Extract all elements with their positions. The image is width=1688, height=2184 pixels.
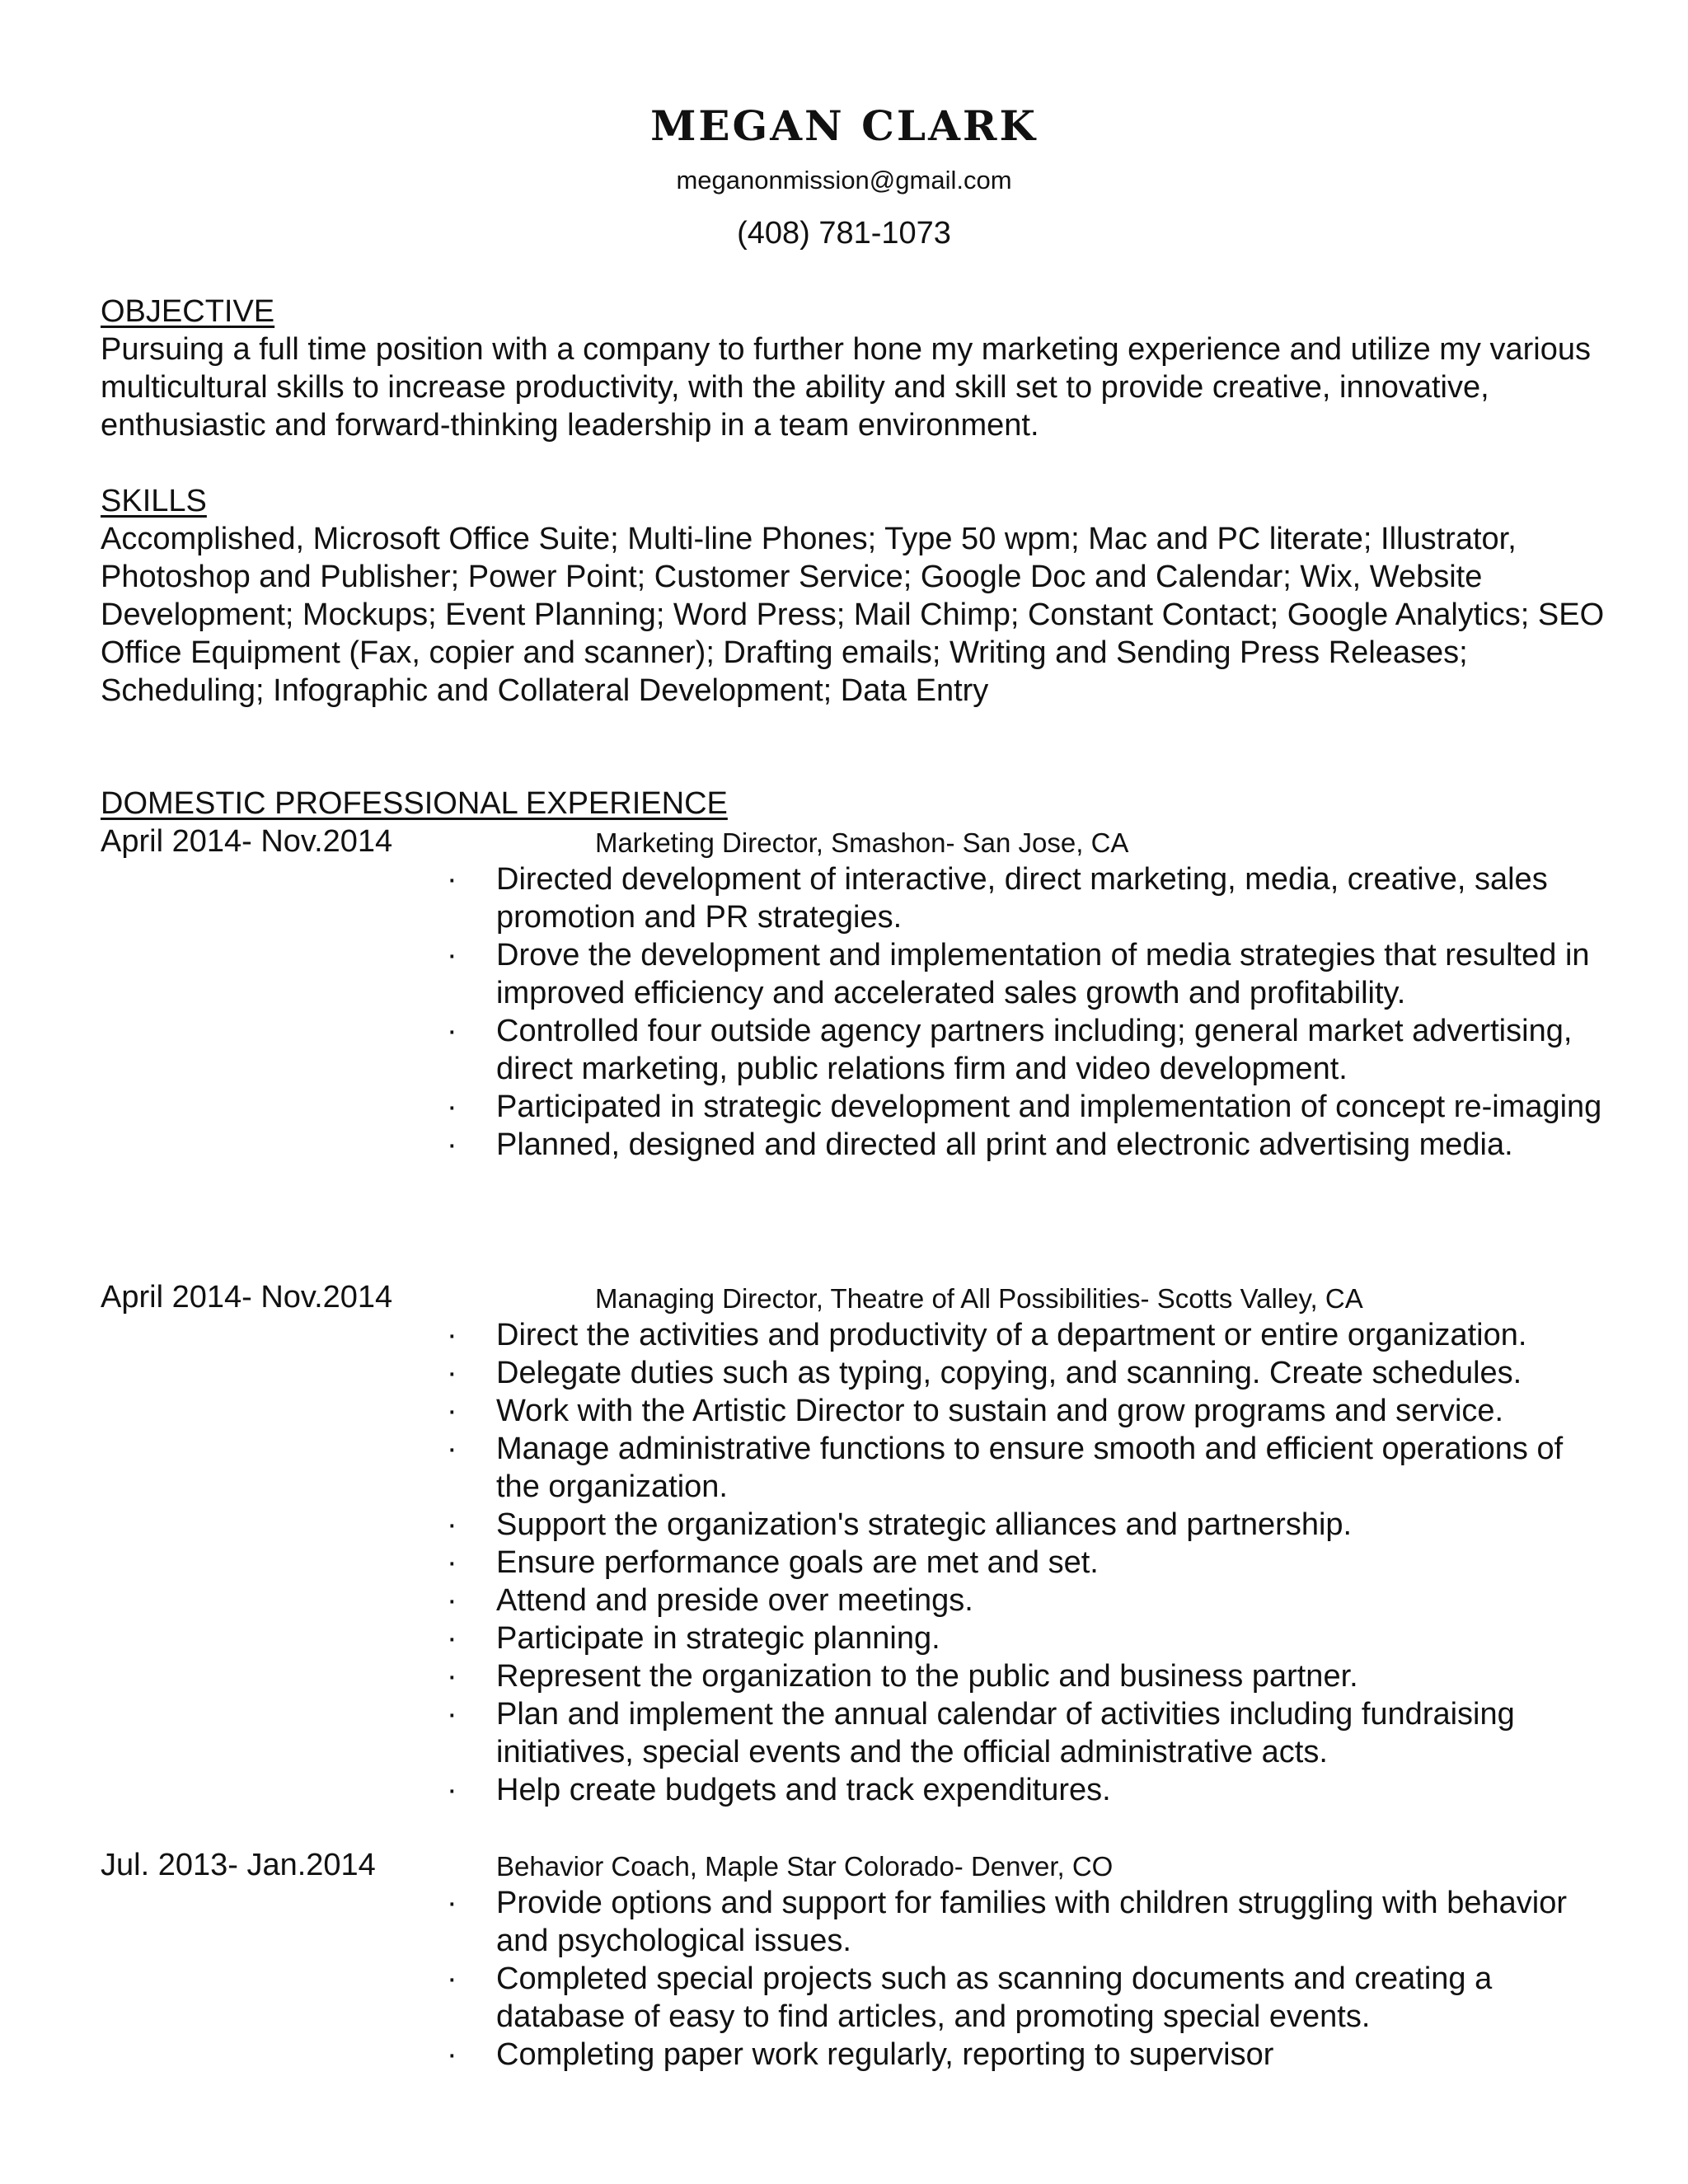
bullet-text: Provide options and support for families with children struggling with behavior and psychological issues. [496,1886,1568,1958]
bullet-marker: · [447,1507,457,1542]
experience-heading-text: DOMESTIC PROFESSIONAL EXPERIENCE [101,786,728,821]
objective-section [101,293,1609,444]
job-bullet [101,1012,1609,1088]
job-bullet [101,1544,1609,1582]
bullet-text: Participated in strategic development and implementation of concept re-imaging [496,1090,1602,1124]
job-title: Marketing Director, Smashon- San Jose, CA [595,827,1129,858]
skills-heading: SKILLS [101,484,207,518]
job-bullet [101,1316,1609,1354]
bullet-text: Controlled four outside agency partners including; general market advertising, direct marketing, public relations firm and video development. [496,1014,1573,1086]
job-bullet [101,1619,1609,1657]
bullet-marker: · [447,1394,457,1428]
bullet-text: Work with the Artistic Director to sustain and grow programs and service. [496,1394,1504,1428]
skills-section [101,482,1609,710]
job-bullet [101,1960,1609,2036]
job-bullet [101,1884,1609,1960]
bullet-text: Directed development of interactive, direct marketing, media, creative, sales promotion and PR strategies. [496,862,1548,935]
objective-text: Pursuing a full time position with a company to further hone my marketing experience and utilize my various multicultural skills to increase productivity, with the ability and skill set to provide creative, innovative, enthusiastic and forward-thinking leadership in a team environment. [101,332,1591,443]
bullet-marker: · [447,1659,457,1694]
bullet-text: Ensure performance goals are met and set. [496,1545,1099,1580]
job-bullet [101,1354,1609,1392]
job-bullet [101,1582,1609,1619]
job-title: Managing Director, Theatre of All Possibilities- Scotts Valley, CA [595,1283,1363,1314]
bullet-text: Manage administrative functions to ensure smooth and efficient operations of the organization. [496,1432,1564,1504]
bullet-marker: · [447,1014,457,1048]
job-bullets [101,860,1609,1164]
bullet-marker: · [447,1621,457,1656]
experience-heading [101,785,1609,823]
job-title: Behavior Coach, Maple Star Colorado- Denver, CO [496,1851,1114,1882]
job-bullets [101,1884,1609,2074]
bullet-marker: · [447,1127,457,1162]
bullet-marker: · [447,938,457,972]
objective-heading: OBJECTIVE [101,294,275,329]
job-date: Jul. 2013- Jan.2014 [101,1848,376,1882]
job-date: April 2014- Nov.2014 [101,1280,393,1315]
bullet-marker: · [447,1090,457,1124]
candidate-name: MEGAN CLARK [650,101,1038,150]
job-bullet [101,2036,1609,2074]
bullet-marker: · [447,862,457,897]
bullet-text: Direct the activities and productivity of a department or entire organization. [496,1318,1527,1352]
job-bullet [101,1430,1609,1506]
contact-phone: (408) 781-1073 [737,216,951,251]
bullet-marker: · [447,1356,457,1390]
job-bullet [101,1506,1609,1544]
bullet-marker: · [447,1697,457,1732]
bullet-marker: · [447,1583,457,1618]
bullet-text: Completed special projects such as scanning documents and creating a database of easy to find articles, and promoting special events. [496,1961,1493,2034]
job-bullet [101,1771,1609,1809]
job-bullet [101,1126,1609,1164]
job-bullet [101,936,1609,1012]
bullet-marker: · [447,1432,457,1466]
job-bullet [101,1657,1609,1695]
bullet-text: Completing paper work regularly, reporting to supervisor [496,2037,1274,2072]
job-bullet [101,1695,1609,1771]
bullet-text: Represent the organization to the public and business partner. [496,1659,1358,1694]
bullet-text: Plan and implement the annual calendar of activities including fundraising initiatives, special events and the official administrative acts. [496,1697,1515,1769]
bullet-text: Drove the development and implementation of media strategies that resulted in improved efficiency and accelerated sales growth and profitability. [496,938,1590,1010]
bullet-text: Participate in strategic planning. [496,1621,940,1656]
bullet-marker: · [447,1318,457,1352]
bullet-text: Help create budgets and track expenditures. [496,1773,1111,1807]
bullet-text: Support the organization's strategic alliances and partnership. [496,1507,1353,1542]
job-bullets [101,1316,1609,1809]
bullet-marker: · [447,1545,457,1580]
bullet-marker: · [447,1773,457,1807]
bullet-text: Attend and preside over meetings. [496,1583,973,1618]
job-bullet [101,860,1609,936]
bullet-text: Planned, designed and directed all print and electronic advertising media. [496,1127,1513,1162]
bullet-marker: · [447,2037,457,2072]
job-date: April 2014- Nov.2014 [101,824,393,859]
job-bullet [101,1392,1609,1430]
contact-email[interactable]: meganonmission@gmail.com [676,166,1012,194]
bullet-marker: · [447,1961,457,1996]
bullet-marker: · [447,1886,457,1920]
job-bullet [101,1088,1609,1126]
skills-text: Accomplished, Microsoft Office Suite; Multi-line Phones; Type 50 wpm; Mac and PC literate; Illustrator, Photoshop and Publisher; Power Point; Customer Service; Google Doc and Calendar; Wix, Website Development; Mockups; Event Planning; Word Press; Mail Chimp; Constant Contact; Google Analytics; SEO Office Equipment (Fax, copier and scanner); Drafting emails; Writing and Sending Press Releases; Scheduling; Infographic and Collateral Development; Data Entry [101,522,1605,708]
bullet-text: Delegate duties such as typing, copying, and scanning. Create schedules. [496,1356,1522,1390]
